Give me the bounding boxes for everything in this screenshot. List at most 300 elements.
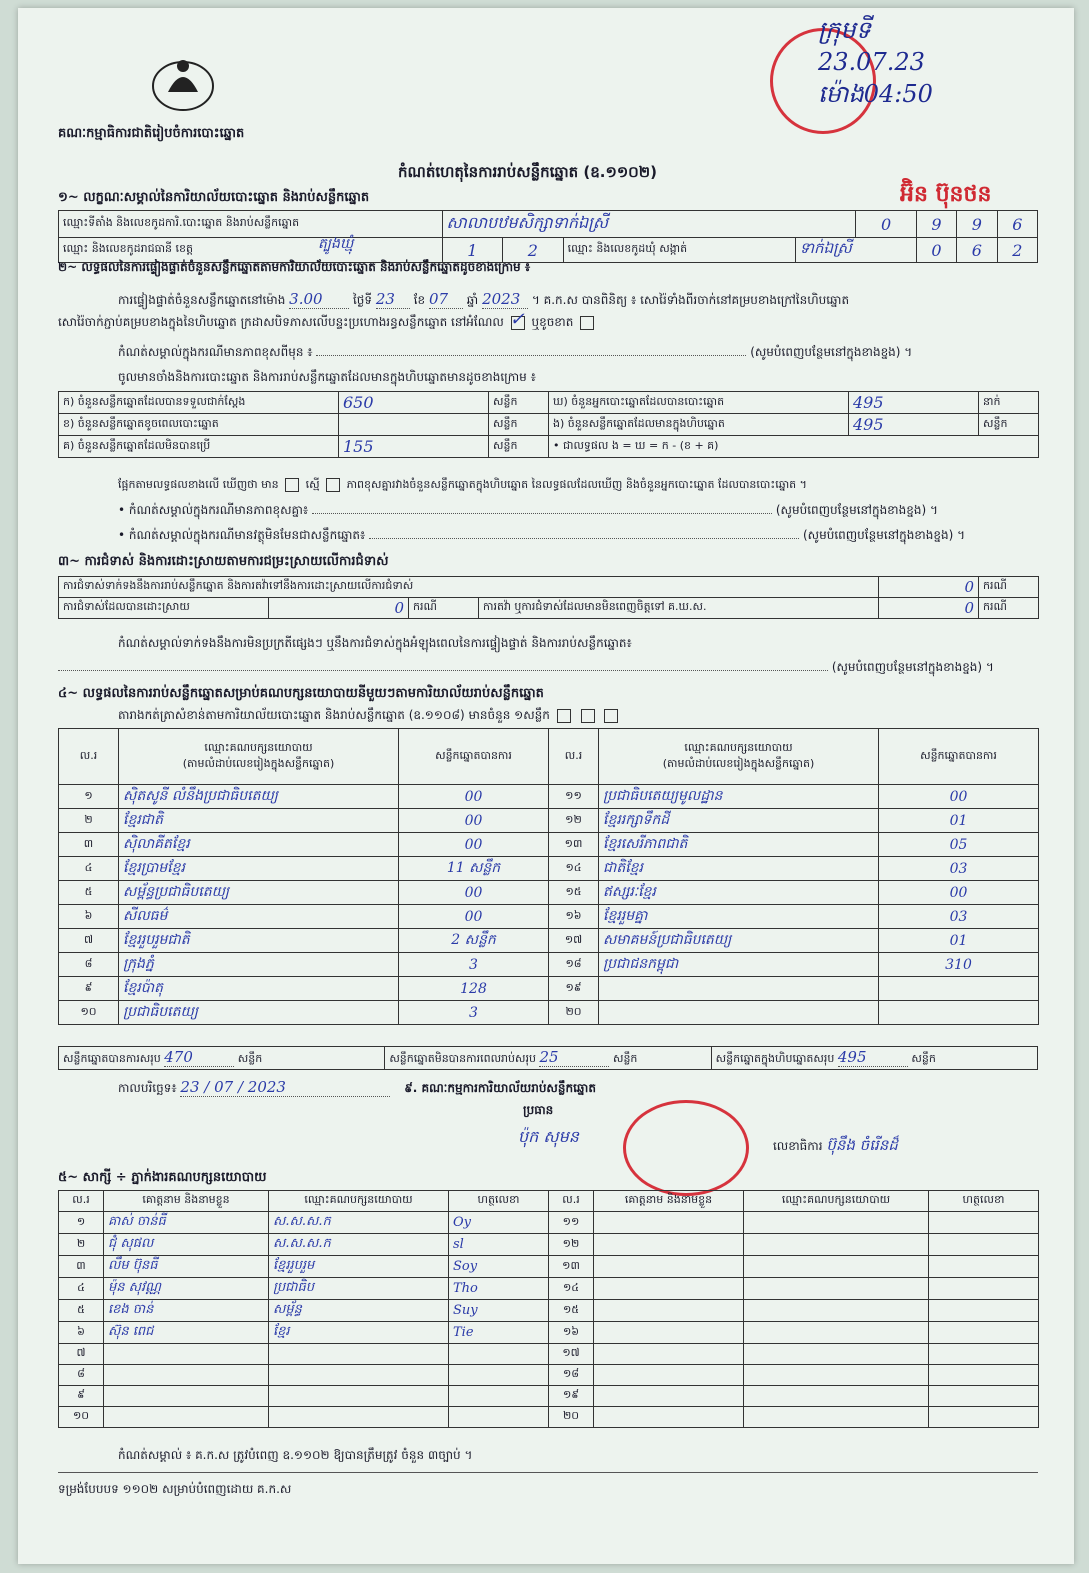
party-name: ឥស្សរៈខ្មែរ xyxy=(599,881,879,905)
row2-code2-1: 0 xyxy=(916,238,956,263)
bullet1-text: • កំណត់សម្គាល់ក្នុងករណីមានភាពខុសគ្នា៖ xyxy=(118,503,309,517)
party-name: ស៊ិលាគីតខ្មែរ xyxy=(119,833,399,857)
witness-row xyxy=(59,1278,1039,1300)
col-party-sub: (តាមលំដាប់លេខរៀងក្នុងសន្លឹកឆ្នោត) xyxy=(182,756,335,770)
witness-party xyxy=(744,1322,929,1344)
party-votes: 3 xyxy=(399,953,549,977)
party-no: ១៥ xyxy=(549,881,599,905)
witness-signature xyxy=(929,1386,1039,1407)
witness-party xyxy=(744,1256,929,1278)
bottom1-text: ផ្អែកតាមលទ្ធផលខាងលើ ឃើញថា មាន xyxy=(118,478,279,491)
witness-no: ១៥ xyxy=(549,1300,594,1322)
total-invalid-value: 25 xyxy=(539,1048,609,1067)
total-invalid-label: សន្លឹកឆ្នោតមិនបានការពេលរាប់សរុប xyxy=(389,1052,536,1065)
party-no: ៥ xyxy=(59,881,119,905)
party-votes: 11 សន្លឹក xyxy=(399,857,549,881)
party-votes: 01 xyxy=(879,809,1039,833)
witness-party xyxy=(744,1407,929,1428)
row2-code-1: 1 xyxy=(442,238,503,263)
section3-title: ៣~ ការជំទាស់ និងការដោះស្រាយតាមការជម្រះស្រាយលើការជំទាស់ xyxy=(58,554,389,569)
count-c-unit: សន្លឹក xyxy=(489,436,549,458)
witness-signature: sl xyxy=(449,1234,549,1256)
witness-name xyxy=(104,1407,269,1428)
date-line xyxy=(118,1078,596,1097)
results-row xyxy=(59,929,1039,953)
col-votes-header: សន្លឹកឆ្នោតបានការ xyxy=(399,729,549,785)
witness-name: ស៊ុន ពេជ xyxy=(104,1322,269,1344)
witness-party xyxy=(744,1386,929,1407)
party-votes: 05 xyxy=(879,833,1039,857)
party-votes: 3 xyxy=(399,1001,549,1025)
divider xyxy=(58,1472,1038,1473)
results-row xyxy=(59,881,1039,905)
witness-no: ៨ xyxy=(59,1365,104,1386)
verify-year: 2023 xyxy=(482,290,528,309)
results-table xyxy=(58,728,1039,1025)
results-row xyxy=(59,833,1039,857)
w-col-sign-2: ហត្ថលេខា xyxy=(929,1191,1039,1212)
bullet2-text: • កំណត់សម្គាល់ក្នុងករណីមានវត្ថុមិនមែនជាសន្លឹកឆ្នោត៖ xyxy=(118,528,366,542)
witness-signature: Soy xyxy=(449,1256,549,1278)
formula-note: • ជាលទ្ធផល ង = ឃ = ក - (ខ + គ) xyxy=(549,436,1039,458)
witness-party xyxy=(744,1344,929,1365)
party-name: ប្រជាធិបតេយ្យ xyxy=(119,1001,399,1025)
section2-line2 xyxy=(58,308,597,330)
row1-label: ឈ្មោះទីតាំង និងលេខកូដការិ.បោះឆ្នោត និងរាប់សន្លឹកឆ្នោត xyxy=(59,211,443,238)
diff-checkbox[interactable] xyxy=(285,478,299,492)
total-box xyxy=(711,1047,1037,1070)
witness-no: ៦ xyxy=(59,1322,104,1344)
witness-row xyxy=(59,1212,1039,1234)
party-votes: 310 xyxy=(879,953,1039,977)
party-no: ២០ xyxy=(549,1001,599,1025)
note-dots xyxy=(316,355,746,356)
witness-no: ៧ xyxy=(59,1344,104,1365)
party-name: ខ្មែររក្សាទឹកដី xyxy=(599,809,879,833)
party-name: ប្រជាធិបតេយ្យមូលដ្ឋាន xyxy=(599,785,879,809)
row1-code-2: 9 xyxy=(916,211,956,238)
witness-row xyxy=(59,1322,1039,1344)
appeal-label: ការតវ៉ា ឬការជំទាស់ដែលមានមិនពេញចិត្តទៅ គ.ឃ.ស. xyxy=(479,598,879,619)
total-box-value: 495 xyxy=(838,1048,908,1067)
witness-no: ៣ xyxy=(59,1256,104,1278)
verify-day: 23 xyxy=(376,290,410,309)
witness-name: ជុំ សុផល xyxy=(104,1234,269,1256)
witness-signature xyxy=(929,1300,1039,1322)
party-name: សមាគមន៍ប្រជាធិបតេយ្យ xyxy=(599,929,879,953)
party-name: ជាតិខ្មែរ xyxy=(599,857,879,881)
witness-signature xyxy=(449,1386,549,1407)
red-printed-name: អ៊ិន ប៊ុនថន xyxy=(900,182,992,207)
witness-row xyxy=(59,1256,1039,1278)
party-name: ខ្មែររួបរួមជាតិ xyxy=(119,929,399,953)
witness-row xyxy=(59,1386,1039,1407)
witness-row xyxy=(59,1344,1039,1365)
count-c-label: គ) ចំនួនសន្លឹកឆ្នោតដែលមិនបានប្រើ xyxy=(59,436,339,458)
w-col-name: គោត្តនាម និងនាមខ្លួន xyxy=(104,1191,269,1212)
year-label: ឆ្នាំ xyxy=(466,293,479,307)
resolved-label: ការជំទាស់ដែលបានដោះស្រាយ xyxy=(59,598,269,619)
witness-name xyxy=(594,1212,744,1234)
witness-signature: Oy xyxy=(449,1212,549,1234)
total-valid xyxy=(59,1047,385,1070)
col-party-header-2 xyxy=(599,729,879,785)
results-row xyxy=(59,953,1039,977)
bullet2-hint: (សូមបំពេញបន្ថែមនៅក្នុងខាងខ្នង) ។ xyxy=(802,528,965,542)
witness-name xyxy=(104,1344,269,1365)
results-row xyxy=(59,905,1039,929)
party-name: ស៊ិតសូនី លំនឹងប្រជាធិបតេយ្យ xyxy=(119,785,399,809)
damaged-checkbox[interactable] xyxy=(580,316,594,330)
party-no: ១១ xyxy=(549,785,599,809)
committee-label: ៩. គណៈកម្មការការិយាល័យរាប់សន្លឹកឆ្នោត xyxy=(404,1081,596,1095)
witness-signature xyxy=(929,1407,1039,1428)
party-votes: 01 xyxy=(879,929,1039,953)
row1-code-4: 6 xyxy=(997,211,1037,238)
party-name: ខ្មែររួមគ្នា xyxy=(599,905,879,929)
party-votes: 00 xyxy=(399,881,549,905)
party-no: ១៩ xyxy=(549,977,599,1001)
witness-row xyxy=(59,1300,1039,1322)
section4-subtitle xyxy=(118,708,621,723)
official-stamp-bottom xyxy=(623,1100,749,1196)
row2-code-2: 2 xyxy=(503,238,564,263)
party-name: ខ្មែរជាតិ xyxy=(119,809,399,833)
row2-label: ឈ្មោះ និងលេខកូដរាជធានី ខេត្ត xyxy=(59,238,443,263)
row2-code2-2: 6 xyxy=(957,238,997,263)
line2-text: សោរ៉ៃចាក់ភ្ជាប់គម្របខាងក្នុងនៃហិបឆ្នោត ក្រដាសបិទភាសលើបន្ទះប្រហោងរន្ធសន្លឹកឆ្នោត នៅអំណែល xyxy=(58,315,504,329)
witness-no: ២០ xyxy=(549,1407,594,1428)
witness-party xyxy=(269,1344,449,1365)
secretary-label: លេខាធិការ xyxy=(773,1139,823,1153)
section3-hint: (សូមបំពេញបន្ថែមនៅក្នុងខាងខ្នង) ។ xyxy=(831,660,994,674)
witness-signature xyxy=(929,1256,1039,1278)
witness-no: ១ xyxy=(59,1212,104,1234)
party-no: ១៦ xyxy=(549,905,599,929)
party-no: ១ xyxy=(59,785,119,809)
col-no-header: ល.រ xyxy=(59,729,119,785)
bullet1-dots xyxy=(312,513,772,514)
bottom1c-text: ភាពខុសគ្នារវាងចំនួនសន្លឹកឆ្នោតក្នុងហិបឆ្នោត នៃលទ្ធផលដែលឃើញ និងចំនួនអ្នកបោះឆ្នោត ដែលបានបោះឆ្នោត ។ xyxy=(346,478,807,491)
witness-party: ស.ស.ស.ក xyxy=(269,1234,449,1256)
witness-no: ១៣ xyxy=(549,1256,594,1278)
witness-party xyxy=(744,1234,929,1256)
nec-emblem xyxy=(148,52,218,114)
col-votes-header-2: សន្លឹកឆ្នោតបានការ xyxy=(879,729,1039,785)
verify-month: 07 xyxy=(429,290,463,309)
count-a-value: 650 xyxy=(339,392,489,414)
w-col-no-2: ល.រ xyxy=(549,1191,594,1212)
witness-name xyxy=(594,1365,744,1386)
party-name: ក្រុងភ្នំ xyxy=(119,953,399,977)
witness-signature xyxy=(929,1365,1039,1386)
row2-value: ត្បូងឃ្មុំ xyxy=(318,236,354,252)
witness-name: គាស់ ចាន់ធី xyxy=(104,1212,269,1234)
total-valid-value: 470 xyxy=(164,1048,234,1067)
count-a-label: ក) ចំនួនសន្លឹកឆ្នោតដែលបានទទួលជាក់ស្តែង xyxy=(59,392,339,414)
equal-label: ស្មើ xyxy=(305,478,320,491)
appeal-value: 0 xyxy=(879,598,979,619)
sheet-box-3[interactable] xyxy=(604,709,618,723)
witness-signature xyxy=(929,1234,1039,1256)
witness-signature xyxy=(929,1212,1039,1234)
objection-label: ការជំទាស់ទាក់ទងនឹងការរាប់សន្លឹកឆ្នោត និងការតវ៉ាទៅនឹងការដោះស្រាយលើការជំទាស់ xyxy=(59,577,879,598)
section2-bullet1 xyxy=(118,503,938,517)
note-label: កំណត់សម្គាល់ក្នុងករណីមានភាពខុសពីមុន ៖ xyxy=(118,345,313,359)
party-no: ៧ xyxy=(59,929,119,953)
date-label: កាលបរិច្ឆេទ៖ xyxy=(118,1081,177,1095)
objection-value: 0 xyxy=(879,577,979,598)
party-no: ១៧ xyxy=(549,929,599,953)
witness-no: ៥ xyxy=(59,1300,104,1322)
witness-row xyxy=(59,1407,1039,1428)
witness-no: ១៦ xyxy=(549,1322,594,1344)
hw-line-3: ម៉ោង04:50 xyxy=(818,80,933,108)
section5-title: ៥~ សាក្សី ÷ ភ្នាក់ងារគណបក្សនយោបាយ xyxy=(58,1170,267,1185)
total-box-label: សន្លឹកឆ្នោតក្នុងហិបឆ្នោតសរុប xyxy=(715,1052,835,1065)
witness-table xyxy=(58,1190,1039,1428)
witness-name xyxy=(104,1365,269,1386)
line1b-text: ។ គ.ក.ស បានពិនិត្យ ៖ សោរ៉ៃទាំងពីរចាក់នៅគម្របខាងក្រៅនៃហិបឆ្នោត xyxy=(531,293,850,307)
party-votes: 00 xyxy=(399,809,549,833)
count-a-unit: សន្លឹក xyxy=(489,392,549,414)
witness-signature: Tho xyxy=(449,1278,549,1300)
witness-party xyxy=(744,1365,929,1386)
witness-name xyxy=(594,1407,744,1428)
col-party-title-2: ឈ្មោះគណបក្សនយោបាយ xyxy=(684,740,793,754)
witness-signature xyxy=(929,1278,1039,1300)
count-b-unit: សន្លឹក xyxy=(489,414,549,436)
witness-name xyxy=(594,1300,744,1322)
witness-row xyxy=(59,1234,1039,1256)
party-votes: 00 xyxy=(399,833,549,857)
committee-name: គណៈកម្មាធិការជាតិរៀបចំការបោះឆ្នោត xyxy=(58,126,245,141)
damaged-label: ឬខូចខាត xyxy=(531,315,574,329)
witness-name xyxy=(594,1386,744,1407)
party-votes xyxy=(879,1001,1039,1025)
section2-title: ២~ លទ្ធផលនៃការផ្ទៀងផ្ទាត់ចំនួនសន្លឹកឆ្នោតតាមការិយាល័យបោះឆ្នោត និងរាប់សន្លឹកឆ្នោតដូចខាងក្រោម ៖ xyxy=(58,260,531,274)
party-no: ២ xyxy=(59,809,119,833)
hw-line-1: ក្រុមទី xyxy=(818,16,871,44)
witness-no: ១៧ xyxy=(549,1344,594,1365)
witness-name xyxy=(594,1322,744,1344)
total-box-unit: សន្លឹក xyxy=(911,1052,936,1065)
party-votes: 03 xyxy=(879,905,1039,929)
party-name xyxy=(599,977,879,1001)
row2-value2: ទាក់ឯស្រី xyxy=(795,238,916,263)
party-no: ៣ xyxy=(59,833,119,857)
w-col-party: ឈ្មោះគណបក្សនយោបាយ xyxy=(269,1191,449,1212)
form-footer: ទម្រង់បែបបទ ១១០២ សម្រាប់បំពេញដោយ គ.ក.ស xyxy=(58,1482,292,1496)
secretary-line xyxy=(773,1136,898,1154)
col-party-sub-2: (តាមលំដាប់លេខរៀងក្នុងសន្លឹកឆ្នោត) xyxy=(662,756,815,770)
witness-signature xyxy=(449,1344,549,1365)
witness-party xyxy=(744,1300,929,1322)
section2-table xyxy=(58,391,1039,458)
party-votes: 00 xyxy=(399,905,549,929)
party-name: ខ្មែរប្រាមខ្មែរ xyxy=(119,857,399,881)
count-e-unit: សន្លឹក xyxy=(979,414,1039,436)
total-invalid xyxy=(385,1047,711,1070)
witness-party: ខ្មែរ xyxy=(269,1322,449,1344)
witness-party xyxy=(744,1278,929,1300)
witness-name xyxy=(104,1386,269,1407)
col-no-header-2: ល.រ xyxy=(549,729,599,785)
witness-party: ស.ស.ស.ក xyxy=(269,1212,449,1234)
chair-name: ប៉ុក សុមន xyxy=(518,1127,579,1146)
count-d-label: ឃ) ចំនួនអ្នកបោះឆ្នោតដែលបានបោះឆ្នោត xyxy=(549,392,849,414)
count-e-value: 495 xyxy=(849,414,979,436)
w-col-no: ល.រ xyxy=(59,1191,104,1212)
witness-signature xyxy=(929,1322,1039,1344)
section3-dots xyxy=(58,670,828,671)
w-col-party-2: ឈ្មោះគណបក្សនយោបាយ xyxy=(744,1191,929,1212)
results-row xyxy=(59,1001,1039,1025)
party-votes xyxy=(879,977,1039,1001)
section5-note: កំណត់សម្គាល់ ៖ គ.ក.ស ត្រូវបំពេញ ឧ.១១០២ ឱ្យបានត្រឹមត្រូវ ចំនួន ៣ច្បាប់ ។ xyxy=(118,1448,473,1462)
section2-bullet2 xyxy=(118,528,965,542)
equal-checkbox[interactable] xyxy=(326,478,340,492)
witness-party xyxy=(269,1386,449,1407)
row1-code-1: 0 xyxy=(856,211,917,238)
party-votes: 128 xyxy=(399,977,549,1001)
witness-no: ១៤ xyxy=(549,1278,594,1300)
chair-label: ប្រធាន xyxy=(523,1103,554,1117)
witness-party: សម្ព័ន្ធ xyxy=(269,1300,449,1322)
results-row xyxy=(59,977,1039,1001)
bullet1-hint: (សូមបំពេញបន្ថែមនៅក្នុងខាងខ្នង) ។ xyxy=(775,503,938,517)
sheet-box-2[interactable] xyxy=(581,709,595,723)
party-no: ១០ xyxy=(59,1001,119,1025)
section2-intro: ចូលមានចាំងនិងការបោះឆ្នោត និងការរាប់សន្លឹកឆ្នោតដែលមានក្នុងហិបឆ្នោតមានដូចខាងក្រោម ៖ xyxy=(118,370,536,384)
witness-name: ខេង ចាន់ xyxy=(104,1300,269,1322)
party-no: ៩ xyxy=(59,977,119,1001)
witness-no: ១៩ xyxy=(549,1386,594,1407)
witness-signature xyxy=(449,1407,549,1428)
results-row xyxy=(59,785,1039,809)
witness-no: ១២ xyxy=(549,1234,594,1256)
form-sheet xyxy=(18,8,1074,1564)
count-b-label: ខ) ចំនួនសន្លឹកឆ្នោតខូចពេលបោះឆ្នោត xyxy=(59,414,339,436)
section1-table xyxy=(58,210,1038,263)
resolved-unit: ករណី xyxy=(409,598,479,619)
count-d-value: 495 xyxy=(849,392,979,414)
witness-no: ២ xyxy=(59,1234,104,1256)
subtitle-text: តារាងកត់ត្រាសំខាន់តាមការិយាល័យបោះឆ្នោត និងរាប់សន្លឹកឆ្នោត (ឧ.១១០៨) មានចំនួន ១សន្លឹក xyxy=(118,708,550,722)
party-no: ១៨ xyxy=(549,953,599,977)
w-col-name-2: គោត្តនាម និងនាមខ្លួន xyxy=(594,1191,744,1212)
total-invalid-unit: សន្លឹក xyxy=(612,1052,638,1065)
witness-no: ១៨ xyxy=(549,1365,594,1386)
verify-time: 3.00 xyxy=(289,290,349,309)
row1-value: សាលាបឋមសិក្សាទាក់ឯស្រី xyxy=(442,211,856,238)
results-row xyxy=(59,809,1039,833)
count-e-label: ង) ចំនួនសន្លឹកឆ្នោតដែលមានក្នុងហិបឆ្នោត xyxy=(549,414,849,436)
witness-name xyxy=(594,1344,744,1365)
day-label: ថ្ងៃទី xyxy=(353,293,373,307)
party-votes: 00 xyxy=(879,785,1039,809)
witness-party: ប្រជាធិប xyxy=(269,1278,449,1300)
row1-code-3: 9 xyxy=(957,211,997,238)
objection-unit: ករណី xyxy=(979,577,1039,598)
party-votes: 00 xyxy=(399,785,549,809)
bullet2-dots xyxy=(369,538,799,539)
party-name: សីលធម៌ xyxy=(119,905,399,929)
party-name: សម្ព័ន្ធប្រជាធិបតេយ្យ xyxy=(119,881,399,905)
resolved-value: 0 xyxy=(269,598,409,619)
col-party-title: ឈ្មោះគណបក្សនយោបាយ xyxy=(204,740,313,754)
line1-text: ការផ្ទៀងផ្ទាត់ចំនួនសន្លឹកឆ្នោតនៅម៉ោង xyxy=(118,293,286,307)
handwritten-date-note xyxy=(818,14,933,110)
results-row xyxy=(59,857,1039,881)
section3-note: កំណត់សម្គាល់ទាក់ទងនឹងការមិនប្រក្រតីផ្សេងៗ ឬនឹងការជំទាស់ក្នុងអំឡុងពេលនៃការផ្ទៀងផ្ទាត់ និងការរាប់សន្លឹកឆ្នោត៖ xyxy=(118,636,632,650)
party-no: ១៤ xyxy=(549,857,599,881)
appeal-unit: ករណី xyxy=(979,598,1039,619)
witness-name: ម៉ុន សុវណ្ណ xyxy=(104,1278,269,1300)
witness-no: ១០ xyxy=(59,1407,104,1428)
party-no: ១២ xyxy=(549,809,599,833)
witness-party xyxy=(744,1212,929,1234)
total-valid-label: សន្លឹកឆ្នោតបានការសរុប xyxy=(63,1052,161,1065)
witness-no: ៤ xyxy=(59,1278,104,1300)
witness-row xyxy=(59,1365,1039,1386)
witness-signature: Suy xyxy=(449,1300,549,1322)
party-no: ៤ xyxy=(59,857,119,881)
count-d-unit: នាក់ xyxy=(979,392,1039,414)
witness-no: ៩ xyxy=(59,1386,104,1407)
witness-signature xyxy=(929,1344,1039,1365)
witness-name xyxy=(594,1278,744,1300)
party-no: ១៣ xyxy=(549,833,599,857)
form-title: កំណត់ហេតុនៃការរាប់សន្លឹកឆ្នោត (ឧ.១១០២) xyxy=(398,163,658,181)
witness-name xyxy=(594,1234,744,1256)
witness-signature xyxy=(449,1365,549,1386)
totals-table xyxy=(58,1046,1038,1070)
date-value: 23 / 07 / 2023 xyxy=(180,1078,390,1097)
party-name: ប្រជាជនកម្ពុជា xyxy=(599,953,879,977)
section3-hint-line xyxy=(58,660,994,674)
col-party-header xyxy=(119,729,399,785)
party-votes: 00 xyxy=(879,881,1039,905)
party-no: ៦ xyxy=(59,905,119,929)
party-name: ខ្មែរប៉ាតុ xyxy=(119,977,399,1001)
witness-name: លឹម ប៊ុនធី xyxy=(104,1256,269,1278)
witness-party: ខ្មែររួបរួម xyxy=(269,1256,449,1278)
section1-title: ១~ លក្ខណៈសម្គាល់នៃការិយាល័យបោះឆ្នោត និងរាប់សន្លឹកឆ្នោត xyxy=(58,190,370,205)
w-col-sign: ហត្ថលេខា xyxy=(449,1191,549,1212)
party-name: ខ្មែរសេរីភាពជាតិ xyxy=(599,833,879,857)
intact-checkbox[interactable]: ✓ xyxy=(509,308,525,330)
party-votes: 2 សន្លឹក xyxy=(399,929,549,953)
sheet-box-1[interactable] xyxy=(557,709,571,723)
section2-bottom1 xyxy=(118,478,807,492)
witness-party xyxy=(269,1365,449,1386)
party-no: ៨ xyxy=(59,953,119,977)
count-c-value: 155 xyxy=(339,436,489,458)
note-hint: (សូមបំពេញបន្ថែមនៅក្នុងខាងខ្នង) ។ xyxy=(750,345,913,359)
witness-name xyxy=(594,1256,744,1278)
party-name xyxy=(599,1001,879,1025)
party-votes: 03 xyxy=(879,857,1039,881)
witness-no: ១១ xyxy=(549,1212,594,1234)
row2-code2-3: 2 xyxy=(997,238,1037,263)
section2-note xyxy=(118,345,1028,359)
section3-table xyxy=(58,576,1039,619)
row2-label2: ឈ្មោះ និងលេខកូដឃុំ សង្កាត់ xyxy=(563,238,795,263)
secretary-name: ប៊ុនឹង ចំរើនដ៏ xyxy=(826,1136,898,1154)
total-valid-unit: សន្លឹក xyxy=(237,1052,263,1065)
count-b-value xyxy=(339,414,489,436)
